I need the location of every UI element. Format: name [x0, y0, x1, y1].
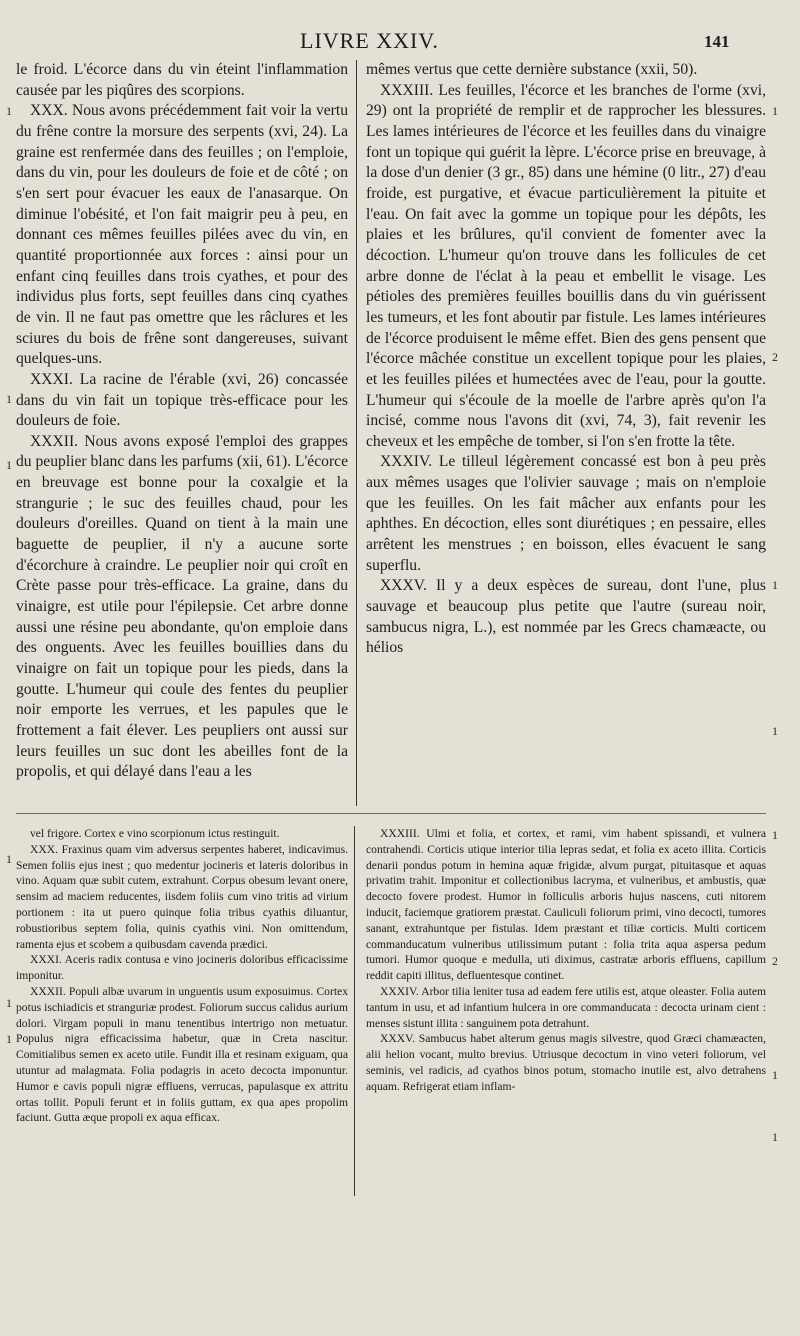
margin-number: 1	[6, 392, 12, 406]
margin-number: 2	[772, 954, 778, 968]
french-paragraph: le froid. L'écorce dans du vin éteint l'inflammation causée par les piqûres des scorpions.	[16, 61, 348, 99]
french-paragraph-xxxv: XXXV. Il y a deux espèces de sureau, dont l'une, plus sauvage et beaucoup plus petite que l'autre (sureau noir, sambucus nigra, L.), est nommée par les Grecs chamæacte, ou hélios	[366, 577, 766, 657]
latin-paragraph-xxxii: XXXII. Populi albæ uvarum in unguentis usum exposuimus. Cortex potus ischiadicis et stranguriæ prodest. Foliorum succus calidus aurium dolori. Virgam populi in manu tenentibus intertrigo non metuatur. Populus nigra efficacissima habetur, quæ in Creta nascitur. Comitialibus semen ex aceto utile. Fundit illa et resinam exiguam, qua utuntur ad malagmata. Folia podagris in aceto decocta imponuntur. Humor e cavis populi nigræ effluens, verrucas, papulasque ex attritu ortas tollit. Populi ferunt et in foliis guttam, ex qua apes propolim faciunt. Gutta æque propoli ex aqua efficax.	[16, 984, 348, 1125]
french-paragraph-xxx: XXX. Nous avons précédemment fait voir la vertu du frêne contre la morsure des serpents (xvi, 24). La graine est renfermée dans des feuilles ; on l'emploie, dans du vin, pour les douleurs de foie et de côté ; on s'en sert pour évacuer les eaux de l'anasarque. On diminue l'obésité, et l'on fait maigrir peu à peu, en donnant ces mêmes feuilles pilées avec du vin, en quantité proportionnée aux forces : ainsi pour un enfant cinq feuilles dans trois cyathes, et pour des individus plus forts, sept feuilles dans cinq cyathes de vin. Il ne faut pas omettre que les râclures et les sciures du bois de frêne sont dangereuses, suivant quelques-uns.	[16, 102, 348, 368]
french-paragraph: mêmes vertus que cette dernière substance (xxii, 50).	[366, 61, 698, 78]
french-paragraph-xxxiii: XXXIII. Les feuilles, l'écorce et les branches de l'orme (xvi, 29) ont la propriété de remplir et de rapprocher les blessures. Les lames intérieures de l'écorce et les feuilles dans du vinaigre font un topique qui guérit la lèpre. L'écorce prise en breuvage, à la dose d'un denier (3 gr., 85) dans une hémine (0 litr., 27) d'eau froide, est purgative, et évacue particulièrement la pituite et l'eau. On fait avec la gomme un topique pour les dépôts, les plaies et les brûlures, qu'il convient de fomenter avec la décoction. L'humeur qu'on trouve dans les follicules de cet arbre donne de l'éclat à la peau et embellit le visage. Les pétioles des premières feuilles bouillis dans du vin guérissent les tumeurs, et les font aboutir par fistule. Les lames intérieures de l'écorce produisent le même effet. Bien des gens pensent que l'écorce mâchée constitue un excellent topique pour les plaies, et les feuilles pilées et humectées avec de l'eau, pour la goutte. L'humeur qui s'écoule de la moelle de l'arbre après qu'on l'a incisé, comme nous l'avons dit (xvi, 74, 3), fait revenir les cheveux et les empêche de tomber, si l'on s'en frotte la tête.	[366, 81, 766, 450]
latin-paragraph: vel frigore. Cortex e vino scorpionum ictus restinguit.	[30, 827, 280, 840]
margin-number: 1	[6, 1032, 12, 1046]
margin-number: 1	[6, 104, 12, 118]
latin-paragraph-xxxv: XXXV. Sambucus habet alterum genus magis silvestre, quod Græci chamæacten, alii helion vocant, multo brevius. Utriusque decoctum in vino veteri foliorum, vel seminis, vel radicis, ad cyathos binos potum, stomacho inutile est, alvo detrahens aquam. Refrigerat etiam inflam-	[366, 1032, 766, 1093]
column-divider-bottom	[354, 826, 355, 1196]
running-head	[0, 26, 800, 56]
french-column-left	[16, 60, 348, 806]
french-column-right	[366, 60, 766, 806]
margin-number: 1	[772, 104, 778, 118]
latin-paragraph-xxxi: XXXI. Aceris radix contusa e vino jocineris doloribus efficacissime imponitur.	[16, 953, 348, 983]
margin-number: 1	[772, 1130, 778, 1144]
page-number: 141	[704, 32, 730, 51]
french-paragraph-xxxiv: XXXIV. Le tilleul légèrement concassé est bon à peu près aux mêmes usages que l'olivier sauvage ; mais on n'emploie que les feuilles. On les fait mâcher aux enfants pour les aphthes. En décoction, elles sont diurétiques ; en pessaire, elles arrêtent les menstrues ; en boisson, elles évacuent le sang superflu.	[366, 453, 766, 574]
margin-number: 2	[772, 350, 778, 364]
latin-paragraph-xxxiii: XXXIII. Ulmi et folia, et cortex, et rami, vim habent spissandi, et vulnera contrahendi. Corticis utique interior tilia lepras sedat, et folia ex aceto illita. Corticis denarii pondus potum in hemina aquæ frigidæ, alvum purgat, pituitasque et aquas privatim trahit. Imponitur et collectionibus lacryma, et vulneribus, et ambustis, quæ decocto fovere prodest. Humor in folliculis arboris hujus nascens, cuti nitorem inducit, faciemque gratiorem præstat. Cauliculi foliorum primi, vino decocti, tumores sanant, extrahuntque per fistulas. Idem præstant et tiliæ corticis. Multi corticem commanducatum vulneribus utilissimum putant : folia trita aqua aspersa pedum tumori. Humor quoque e medulla, uti diximus, castratæ arboris effluens, capillum reddit capiti illitus, defluentesque continet.	[366, 827, 766, 983]
column-divider-top	[356, 60, 357, 806]
margin-number: 1	[6, 852, 12, 866]
margin-number: 1	[772, 724, 778, 738]
margin-number: 1	[772, 578, 778, 592]
latin-paragraph-xxx: XXX. Fraxinus quam vim adversus serpentes haberet, indicavimus. Semen foliis ejus inest ; quo medentur jocineris et lateris doloribus in vino. Aquam quæ subit cutem, extrahunt. Corpus obesum levant onere, sensim ad maciem reducentes, iisdem foliis cum vino tritis ad virium portionem : ita ut puero quinque folia tribus cyathis diluantur, robustioribus septem folia, quinis cyathis vini. Non omittendum, ramenta ejus et scobem a quibusdam cavenda prædici.	[16, 842, 348, 951]
section-divider	[16, 813, 766, 814]
margin-number: 1	[6, 996, 12, 1010]
french-paragraph-xxxi: XXXI. La racine de l'érable (xvi, 26) concassée dans du vin fait un topique très-efficace pour les douleurs de foie.	[16, 370, 348, 430]
book-title: LIVRE XXIV.	[300, 28, 439, 53]
margin-number: 1	[772, 828, 778, 842]
margin-number: 1	[6, 458, 12, 472]
latin-paragraph-xxxiv: XXXIV. Arbor tilia leniter tusa ad eadem fere utilis est, atque oleaster. Folia autem tantum in usu, et ad infantium hulcera in ore commanducata : decocta urinam cient : menses sistunt illita : sanguinem pota detrahunt.	[366, 984, 766, 1030]
latin-column-right	[366, 826, 766, 1221]
margin-number: 1	[772, 1068, 778, 1082]
french-paragraph-xxxii: XXXII. Nous avons exposé l'emploi des grappes du peuplier blanc dans les parfums (xii, 61). L'écorce en breuvage est bonne pour la coxalgie et la strangurie ; le suc des feuilles chaud, pour les douleurs d'oreilles. Quand on tient à la main une baguette de peuplier, il n'y a aucune sorte d'écorchure à craindre. Le peuplier noir qui croît en Crète passe pour très-efficace. La graine, dans du vinaigre, est utile pour l'épilepsie. Cet arbre donne aussi une résine peu abondante, qu'on emploie dans des onguents. Avec les feuilles bouillies dans du vinaigre on fait un topique pour les pieds, dans la goutte. L'humeur qui coule des fentes du peuplier noir emporte les verrues, et les papules que le frottement a fait élever. Les peupliers ont aussi sur leurs feuilles un suc dont les abeilles font de la propolis, et qui délayé dans l'eau a les	[16, 432, 348, 781]
latin-column-left	[16, 826, 348, 1221]
